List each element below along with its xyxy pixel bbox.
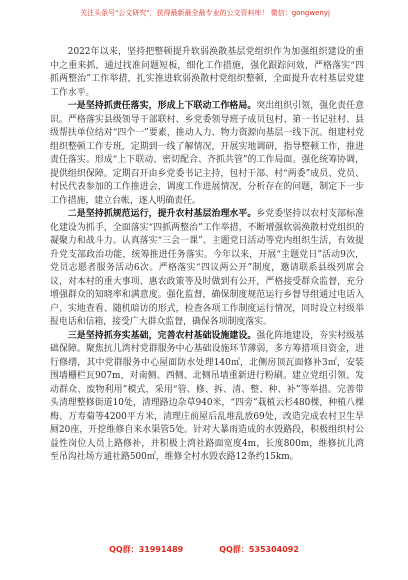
section-heading: 一是坚持抓责任落实，形成上下联动工作格局。 [67,101,257,111]
paragraph-text: 强化阵地建设，夯实村级基础保障。聚焦抗儿湾村党群服务中心基础设施环节薄弱，多方筹措项目资金，进行修缮，其中党群服务中心屋面防水处理140㎡，北侧房顶瓦面修补3㎡，安装围墙栅栏瓦907m，对南侧、西侧、北侧吊墙重新进行粉刷。建立党组引领、发动群众、废物利用”模式，采用“管、修、拆、清、整、种、补”等举措。完善带头清理整修街道10处，清理路边杂草940米，“四旁”栽植云杉480棵，种植八棵梅、万寿菊等4200平方米，清理庄前屋后乱堆乱放69处，改造完成农村卫生旱厕20座，开挖维修自来水渠管5处。针对大暴雨造成的水毁路段，积极组织村公益性岗位人员上路修补，并积极上湾社路面宽度4m，长度800m，维修抗儿湾至吊沟社场方通社路500㎡，维修全村水毁农路12条约15km。 [50,330,365,462]
promo-banner: 关注头条号"公文研究"，获得最新最全最专业的公文资料库！ 微信：gongwenyj [80,9,330,17]
contact-footer [0,544,408,555]
paragraph-text: 2022年以来，坚持把整顿提升软弱涣散基层党组织作为加强组织建设的重中之重来抓，通过找准问题短板，细化工作措施，强化跟踪问效，严格落实“四抓两整治”工作举措，扎实推进软弱涣散村党组织整顿，全面提升农村基层党建工作水平。 [50,47,364,98]
qq-group-1: QQ群：31991489 [109,545,184,554]
paragraph-intro [50,46,364,100]
paragraph-text: 乡党委坚持以农村支部标准化建设为抓手，全面落实“四抓两整治”工作举措，不断增强软弱涣散村党组织的凝聚力和战斗力。认真落实“三会一课”、主题党日活动等党内组织生活，有效提升党支部政治功能，统筹推进任务落实。今年以来，开展“主题党日”活动9次，党员志愿者服务活动6次。严格落实“四议两公开”制度，邀请联系县级列席会议，对本村的重大事项、惠农政策等及时做到有公开，严格接受群众监督，充分增强群众的知晓率和满意度。强化监督，确保制度规范运行乡督导组通过电话入户、实地查看、随机暗访的形式，检查各项工作制度运行情况，同时设立村级举报电话和信箱，接受广大群众监督，确保各项制度落实。 [50,209,365,327]
document-body [50,46,364,465]
qq-group-2: QQ群：535304092 [219,545,299,554]
section-heading: 三是坚持抓夯实基础，完善农村基础设施建设。 [67,330,257,341]
paragraph-responsibility [50,100,364,208]
paragraph-infrastructure [50,330,364,465]
paragraph-text: 突出组织引领，强化责任意识。严格落实县级领导干部联村、乡党委领导班子成员包村、第一书记驻村、县级帮扶单位结对“四个一”要素，推动人力、物力资源向基层一线下沉。组建村党组织整顿工作专班，定期到一线了解情况，开展实地调研，指导整顿工作，推进责任落实。形成“上下联动、密切配合、齐抓共管”的工作局面。强化统筹协调，提供组织保障。定期召开由乡党委书记主持，包村干部、村“两委”成员、党员、村民代表参加的工作推进会，调度工作进展情况，分析存在的问题，制定下一步工作措施，建立台帐，逐人明确责任。 [50,101,365,206]
section-heading: 二是坚持抓规范运行，提升农村基层治理水平。 [67,209,257,219]
paragraph-standard-operation [50,208,364,330]
